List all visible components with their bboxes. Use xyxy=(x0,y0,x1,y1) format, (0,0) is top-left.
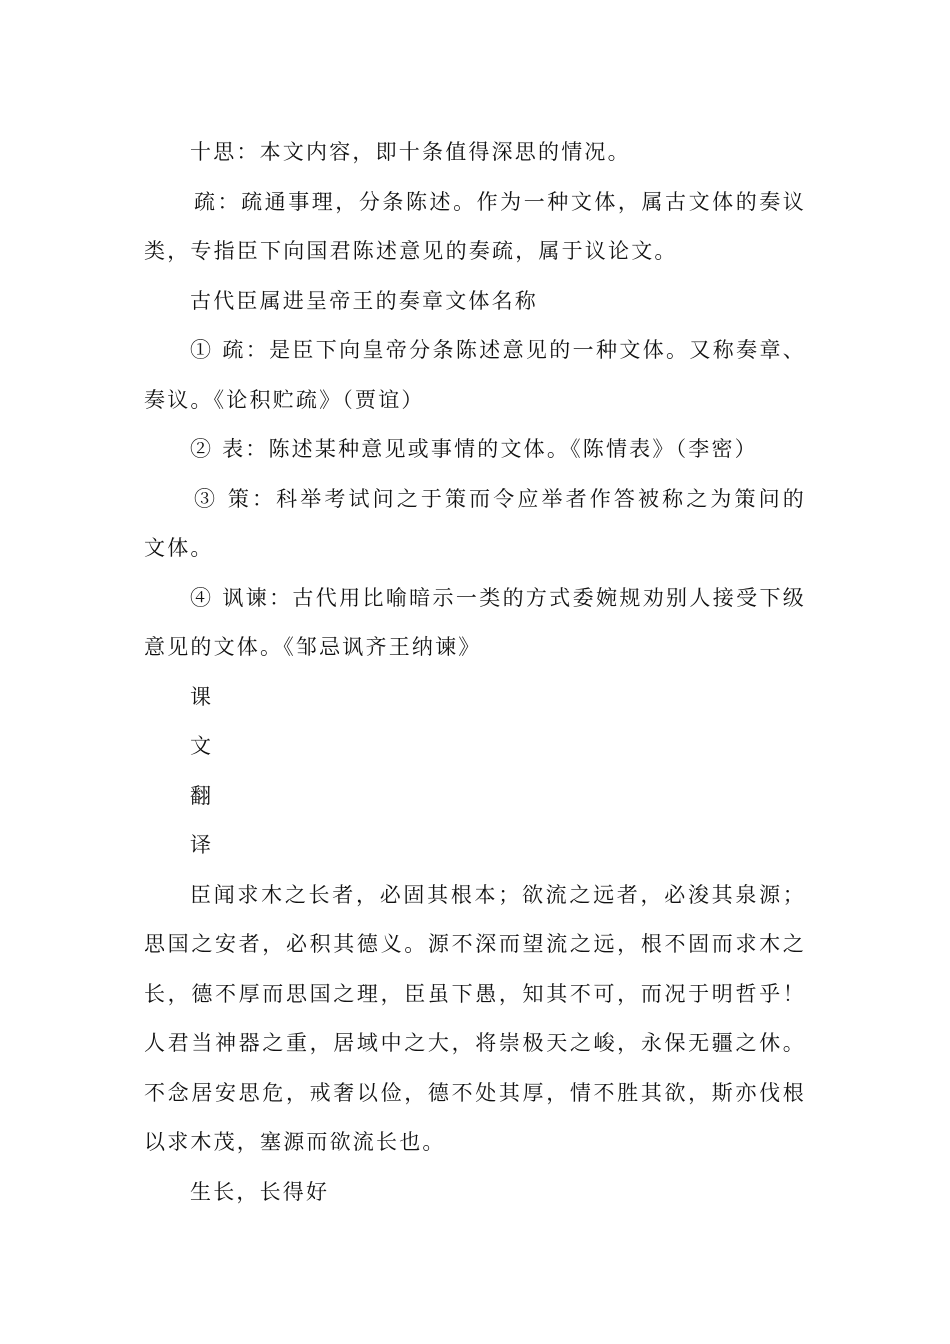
vertical-heading-char-4: 译 xyxy=(190,833,214,857)
paragraph-gloss: 生长，长得好 xyxy=(190,1179,330,1204)
paragraph-memorial-genres-heading: 古代臣属进呈帝王的奏章文体名称 xyxy=(190,288,538,313)
document-body xyxy=(144,128,806,1217)
paragraph-shu-definition: 疏：疏通事理，分条陈述。作为一种文体，属古文体的奏议类，专指臣下向国君陈述意见的奏疏，属于议论文。 xyxy=(144,189,806,263)
vertical-heading-char-3: 翻 xyxy=(190,783,214,808)
paragraph-shisi-definition: 十思：本文内容，即十条值得深思的情况。 xyxy=(190,140,631,164)
paragraph-genre-ce: ③ 策：科举考试问之于策而令应举者作答被称之为策问的文体。 xyxy=(144,486,806,560)
vertical-heading-char-2: 文 xyxy=(190,734,214,758)
paragraph-genre-fengjian: ④ 讽谏：古代用比喻暗示一类的方式委婉规劝别人接受下级意见的文体。《邹忌讽齐王纳谏》 xyxy=(144,585,806,659)
vertical-heading-char-1: 课 xyxy=(190,684,214,709)
paragraph-source-text: 臣闻求木之长者，必固其根本；欲流之远者，必浚其泉源；思国之安者，必积其德义。源不深而望流之远，根不固而求木之长，德不厚而思国之理，臣虽下愚，知其不可，而况于明哲乎！人君当神器之重，居域中之大，将崇极天之峻，永保无疆之休。不念居安思危，戒奢以俭，德不处其厚，情不胜其欲，斯亦伐根以求木茂，塞源而欲流长也。 xyxy=(144,882,806,1154)
paragraph-genre-biao: ② 表：陈述某种意见或事情的文体。《陈情表》（李密） xyxy=(190,437,758,461)
paragraph-genre-shu: ① 疏：是臣下向皇帝分条陈述意见的一种文体。又称奏章、奏议。《论积贮疏》（贾谊） xyxy=(144,338,806,412)
